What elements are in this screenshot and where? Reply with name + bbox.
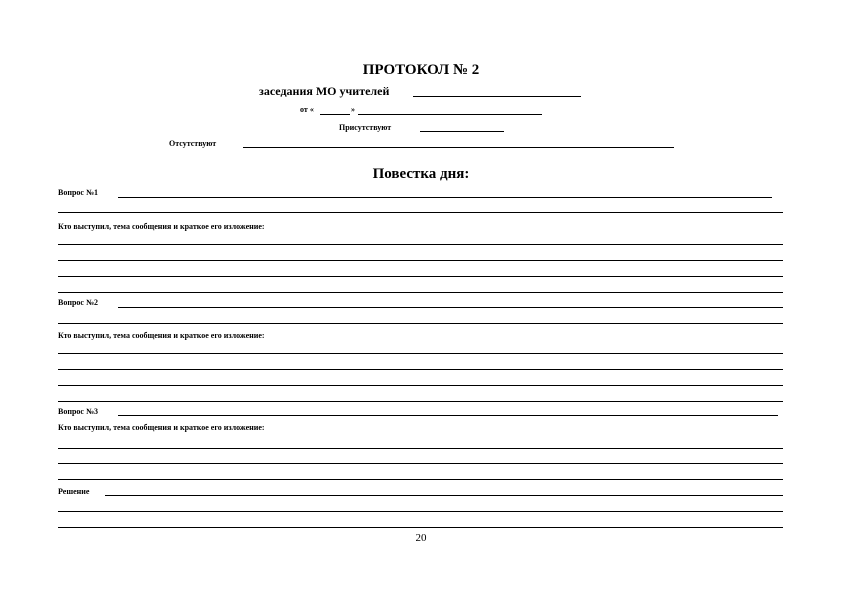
absent-blank[interactable] xyxy=(243,147,674,148)
decision-blank[interactable] xyxy=(105,495,783,496)
question-3-blank[interactable] xyxy=(118,415,778,416)
decision-line-3[interactable] xyxy=(58,527,783,528)
absent-label: Отсутствуют xyxy=(169,139,217,148)
protocol-title: ПРОТОКОЛ № 2 xyxy=(362,62,480,78)
date-month-blank[interactable] xyxy=(358,114,542,115)
speaker-3-line-1[interactable] xyxy=(58,448,783,449)
present-blank[interactable] xyxy=(420,131,504,132)
decision-label: Решение xyxy=(58,487,90,496)
question-1-blank[interactable] xyxy=(118,197,772,198)
question-2-line-2[interactable] xyxy=(58,323,783,324)
meeting-label: заседания МО учителей xyxy=(259,84,390,98)
speaker-1-line-1[interactable] xyxy=(58,244,783,245)
speaker-prompt-2: Кто выступил, тема сообщения и краткое его изложение: xyxy=(58,331,265,340)
decision-line-2[interactable] xyxy=(58,511,783,512)
speaker-2-line-2[interactable] xyxy=(58,369,783,370)
speaker-1-line-4[interactable] xyxy=(58,292,783,293)
question-1-line-2[interactable] xyxy=(58,212,783,213)
speaker-1-line-2[interactable] xyxy=(58,260,783,261)
speaker-2-line-4[interactable] xyxy=(58,401,783,402)
speaker-3-line-2[interactable] xyxy=(58,463,783,464)
speaker-3-line-3[interactable] xyxy=(58,479,783,480)
speaker-1-line-3[interactable] xyxy=(58,276,783,277)
speaker-2-line-1[interactable] xyxy=(58,353,783,354)
speaker-prompt-1: Кто выступил, тема сообщения и краткое его изложение: xyxy=(58,222,265,231)
meeting-blank[interactable] xyxy=(413,96,581,97)
speaker-2-line-3[interactable] xyxy=(58,385,783,386)
present-label: Присутствуют xyxy=(339,123,392,132)
question-2-blank[interactable] xyxy=(118,307,783,308)
question-1-label: Вопрос №1 xyxy=(58,188,98,197)
question-3-label: Вопрос №3 xyxy=(58,407,98,416)
agenda-title: Повестка дня: xyxy=(372,166,470,182)
speaker-prompt-3: Кто выступил, тема сообщения и краткое его изложение: xyxy=(58,423,265,432)
question-2-label: Вопрос №2 xyxy=(58,298,98,307)
page-number: 20 xyxy=(415,532,427,544)
date-day-blank[interactable] xyxy=(320,114,350,115)
date-mid: » xyxy=(351,105,355,114)
date-prefix: от « xyxy=(300,105,314,114)
